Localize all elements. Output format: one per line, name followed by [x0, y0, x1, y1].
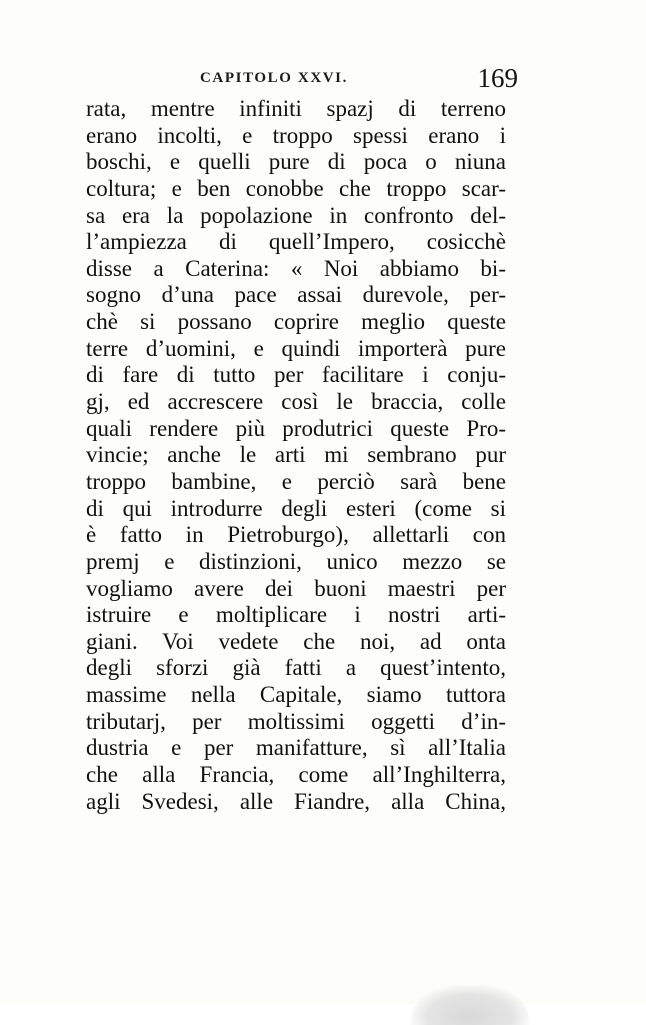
text-line: è fatto in Pietroburgo), allettarli con: [86, 522, 506, 548]
text-line: troppo bambine, e perciò sarà bene: [86, 468, 506, 494]
text-line: tributarj, per moltissimi oggetti d’in-: [86, 708, 506, 734]
text-line: erano incolti, e troppo spessi erano i: [86, 122, 506, 148]
page-header: [200, 63, 518, 96]
text-line: coltura; e ben conobbe che troppo scar-: [86, 175, 506, 201]
text-line: vincie; anche le arti mi sembrano pur: [86, 442, 506, 468]
text-line: disse a Caterina: « Noi abbiamo bi-: [86, 255, 506, 281]
running-head: CAPITOLO XXVI.: [200, 70, 348, 86]
text-line: sogno d’una pace assai durevole, per-: [86, 282, 506, 308]
text-line: di qui introdurre degli esteri (come si: [86, 495, 506, 521]
text-line: rata, mentre infiniti spazj di terreno: [86, 96, 506, 121]
text-line: quali rendere più produtrici queste Pro-: [86, 415, 506, 441]
text-line: massime nella Capitale, siamo tuttora: [86, 682, 506, 708]
body-text: [86, 96, 506, 815]
text-line: dustria e per manifatture, sì all’Italia: [86, 735, 506, 761]
text-line: chè si possano coprire meglio queste: [86, 309, 506, 335]
text-line: terre d’uomini, e quindi importerà pure: [86, 335, 506, 361]
text-line: boschi, e quelli pure di poca o niuna: [86, 149, 506, 175]
text-line: degli sforzi già fatti a quest’intento,: [86, 655, 506, 681]
text-line: di fare di tutto per facilitare i conju-: [86, 362, 506, 388]
text-line: l’ampiezza di quell’Impero, cosicchè: [86, 229, 506, 255]
text-line: agli Svedesi, alle Fiandre, alla China,: [86, 788, 506, 814]
page-number: 169: [477, 63, 518, 93]
page-stain: [410, 985, 530, 1025]
text-line: vogliamo avere dei buoni maestri per: [86, 575, 506, 601]
text-line: giani. Voi vedete che noi, ad onta: [86, 628, 506, 654]
text-line: premj e distinzioni, unico mezzo se: [86, 548, 506, 574]
text-line: che alla Francia, come all’Inghilterra,: [86, 762, 506, 788]
text-line: sa era la popolazione in confronto del-: [86, 202, 506, 228]
text-line: gj, ed accrescere così le braccia, colle: [86, 389, 506, 415]
text-line: istruire e moltiplicare i nostri arti-: [86, 602, 506, 628]
